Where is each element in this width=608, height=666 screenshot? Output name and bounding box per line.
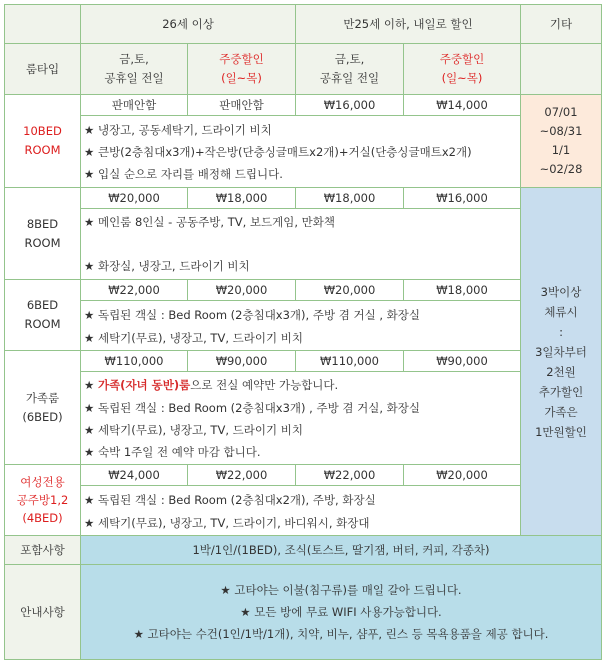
notice-line: ★ 고타야는 이불(침구류)를 매일 갈아 드립니다. — [220, 583, 462, 597]
corner-cell — [4, 4, 81, 44]
notice-line: ★ 고타야는 수건(1인/1박/1개), 치약, 비누, 샴푸, 린스 등 목욕용품을 제공 합니다. — [133, 627, 549, 641]
header-weekend-25: 금,토, 공휴일 전일 — [295, 43, 404, 95]
header-weekday-25: 주중할인 (일~목) — [403, 43, 521, 95]
notice-line: ★ 모든 방에 무료 WIFI 사용가능합니다. — [240, 605, 442, 619]
description-line: ★ 세탁기(무료), 냉장고, TV, 드라이기 비치 — [84, 331, 303, 345]
price-cell: ₩110,000 — [295, 350, 404, 372]
header-weekend-26: 금,토, 공휴일 전일 — [80, 43, 188, 95]
description-line: ★ 가족(자녀 동반)룸으로 전실 예약만 가능합니다. — [84, 378, 339, 392]
room-name-women: 여성전용 공주방1,2 (4BED) — [4, 464, 81, 536]
room-name-6bed: 6BED ROOM — [4, 279, 81, 351]
price-cell: ₩18,000 — [187, 187, 296, 209]
price-cell: ₩90,000 — [403, 350, 521, 372]
price-cell: ₩20,000 — [187, 279, 296, 301]
room-description — [80, 371, 521, 465]
description-line: ★ 화장실, 냉장고, 드라이기 비치 — [84, 259, 250, 273]
price-cell: ₩22,000 — [80, 279, 188, 301]
room-description — [80, 300, 521, 351]
description-line: ★ 입실 순으로 자리를 배정해 드립니다. — [84, 167, 283, 181]
included-label: 포함사항 — [4, 535, 81, 565]
season-period: 07/01 ~08/31 1/1 ~02/28 — [520, 94, 602, 188]
price-cell: 판매안함 — [80, 94, 188, 116]
notice-text — [80, 564, 602, 660]
room-name-8bed: 8BED ROOM — [4, 187, 81, 280]
description-line: ★ 세탁기(무료), 냉장고, TV, 드라이기, 바디워시, 화장대 — [84, 516, 370, 530]
price-cell: ₩22,000 — [187, 464, 296, 486]
price-cell: ₩24,000 — [80, 464, 188, 486]
price-cell: ₩110,000 — [80, 350, 188, 372]
description-line: ★ 독립된 객실 : Bed Room (2층침대x2개), 주방, 화장실 — [84, 493, 376, 507]
price-cell: ₩20,000 — [80, 187, 188, 209]
price-cell: ₩20,000 — [403, 464, 521, 486]
room-description — [80, 115, 521, 188]
price-cell: ₩18,000 — [295, 187, 404, 209]
header-under25: 만25세 이하, 내일로 할인 — [295, 4, 521, 44]
price-cell: ₩18,000 — [403, 279, 521, 301]
header-room-type: 룸타입 — [4, 43, 81, 95]
description-line: ★ 독립된 객실 : Bed Room (2층침대x3개) , 주방 겸 거실, 화장실 — [84, 401, 420, 415]
description-line: ★ 세탁기(무료), 냉장고, TV, 드라이기 비치 — [84, 423, 303, 437]
price-cell: ₩16,000 — [295, 94, 404, 116]
description-line: ★ 냉장고, 공동세탁기, 드라이기 비치 — [84, 123, 272, 137]
price-cell: ₩20,000 — [295, 279, 404, 301]
header-etc: 기타 — [520, 4, 602, 44]
description-line: ★ 독립된 객실 : Bed Room (2층침대x3개), 주방 겸 거실 , 화장실 — [84, 308, 420, 322]
price-cell: ₩90,000 — [187, 350, 296, 372]
family-highlight: 가족(자녀 동반)룸 — [97, 378, 191, 392]
price-cell: ₩22,000 — [295, 464, 404, 486]
price-cell: ₩14,000 — [403, 94, 521, 116]
included-text: 1박/1인/(1BED), 조식(토스트, 딸기잼, 버터, 커피, 각종차) — [80, 535, 602, 565]
room-description — [80, 485, 521, 536]
room-description — [80, 208, 521, 280]
header-weekday-26: 주중할인 (일~목) — [187, 43, 296, 95]
price-cell: 판매안함 — [187, 94, 296, 116]
room-name-family: 가족룸 (6BED) — [4, 350, 81, 465]
notice-label: 안내사항 — [4, 564, 81, 660]
room-name-10bed: 10BED ROOM — [4, 94, 81, 188]
stay-discount: 3박이상 체류시 : 3일차부터 2천원 추가할인 가족은 1만원할인 — [520, 187, 602, 536]
price-cell: ₩16,000 — [403, 187, 521, 209]
header-age26: 26세 이상 — [80, 4, 296, 44]
description-line: ★ 숙박 1주일 전 예약 마감 합니다. — [84, 445, 261, 459]
description-line: ★ 큰방(2층침대x3개)+작은방(단층싱글매트x2개)+거실(단층싱글매트x2개) — [84, 145, 472, 159]
description-line: ★ 메인룸 8인실 - 공동주방, TV, 보드게임, 만화책 — [84, 215, 335, 229]
header-etc-blank — [520, 43, 602, 95]
